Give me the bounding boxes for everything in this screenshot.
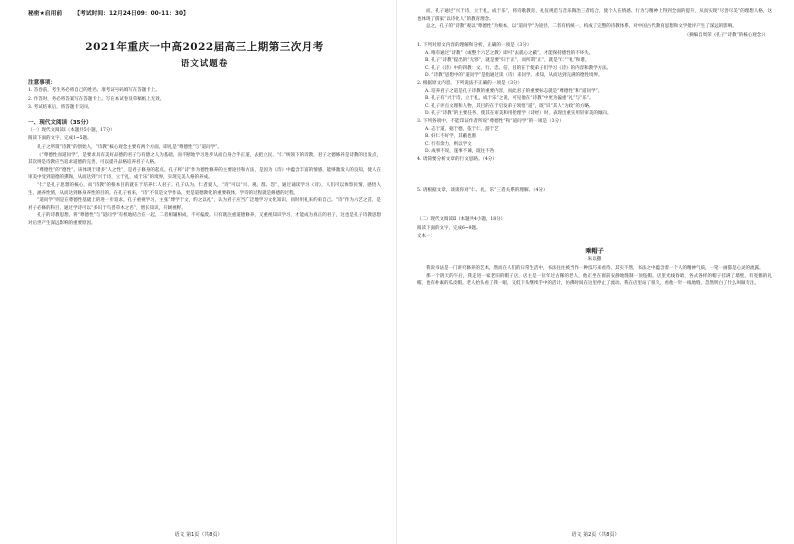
article-title: 乘帽子 bbox=[585, 248, 604, 256]
section-heading: 一、现代文阅读（35分） bbox=[28, 119, 92, 126]
page-footer: 语文 第2页（共8页） bbox=[571, 532, 620, 538]
passage-paragraph: 《“尊德性而道问学”，是要求具有美好品德的君子与有德之人为基础，而不断地学习进步从而自身合乎正道，去把立民，“仁”统领下的诗教，君子之德修养是诗教的出发点，其次则是诗教应当追求道德的完善，可以提升品格培养君子人格。 bbox=[28, 152, 381, 166]
secret-label: 秘密★启用前 bbox=[28, 11, 63, 17]
answer-space bbox=[417, 194, 772, 216]
question-option: B. 孔子有“兴于诗，立于礼，成于乐”之说，可见他在“诗教”中更为偏重“礼”与“乐”。 bbox=[425, 96, 594, 102]
passage-paragraph: “道问学”则是在尊德性基础上的进一步追求。孔子重视学习，主张“博学于文，约之以礼”，认为君子应当广泛地学习文化知识，同时用礼来约束自己。“诗”作为六艺之首，是君子必修的科目，通过学诗可以“多识于鸟兽草木之名”，增长知识，开阔视野。 bbox=[28, 198, 381, 211]
passage-paragraph: “尊德性”的“德性”，该体现于诸多“人之性”，是君子修身的起点。孔子将“诗”作为德性修养的主要途径和方法，是因为《诗》中蕴含丰富的情感，能够激发人的良知，使人在审美中受到道德的熏陶，从而达到“兴于诗，立于礼，成于乐”的境界，实现完美人格的养成。 bbox=[28, 167, 381, 181]
question: 1. 下列对原文内容的理解和分析，正确的一项是（3分） bbox=[417, 43, 532, 49]
exam-subtitle: 语文试题卷 bbox=[180, 59, 229, 69]
question: 3. 下列各项中，不能印证作者所说“尊德性”和“道问学”的一项是（3分） bbox=[417, 119, 564, 125]
notice-item: 2. 作答时，务必将答案写在答题卡上。写在本试卷及草稿纸上无效。 bbox=[28, 96, 165, 102]
text-label: 文本一： bbox=[417, 234, 435, 240]
question: 4. 请简要分析文章的行文思路。（4分） bbox=[417, 157, 497, 163]
question-option: A. 唯有通过“诗教”（或整个六艺之教）即可“去就心之蔽”，才能保持德性的不坏失。 bbox=[425, 50, 594, 56]
passage-paragraph: 而，孔子通过“兴于诗，立于礼，成于乐”，将诗歌教育、礼仪规范与音乐陶冶三者结合，使个人在情感、行为与精神上得到全面的提升，从而实现“尽善尽美”的理想人格，这也体现了儒家“以诗化人”的教育理念。 bbox=[417, 9, 772, 22]
notice-item: 1. 答卷前，考生务必将自己的姓名、准考证号码填写在答题卡上。 bbox=[28, 88, 160, 93]
exam-title: 2021年重庆一中高2022届高三上期第三次月考 bbox=[85, 41, 324, 53]
passage-paragraph: “仁”是孔子思想的核心，而“诗教”的根本目的就在于培养仁人君子。孔子认为，仁者爱人，“诗”可以“兴、观、群、怨”，通过诵读学习《诗》，人们可以体察民情，感悟人生，涵养性情，从而达到修身养性的目的。在孔子看来，“诗”不仅是文学作品，更是道德教化的重要载体，学诗的过程就是修德的过程。 bbox=[28, 182, 381, 196]
passage-paragraph: 总之，孔子的“诗教”观以“尊德性”为根本，以“道问学”为途径，二者有机统一，构成了完整的诗教体系，对中国古代教育思想和文学批评产生了深远的影响。 bbox=[426, 24, 737, 30]
article-paragraph: 我说书法是一门讲究修养的艺术，然而在人们的日常生活中，书法往往被当作一种技巧来看待。其实不然，书法之中蕴含着一个人的精神气质，一笔一画都是心灵的流露。 bbox=[426, 266, 764, 272]
reading-instruction: 阅读下面的文字，完成6~9题。 bbox=[417, 225, 481, 231]
question-option: C. 孔子《诗》中的四教：文、行、忠、信，目的在于使弟子们学习《诗》的内容和教学方法。 bbox=[425, 65, 612, 71]
question-option: D. 孔子“诗教”的主要任务，使其在审美和用伦理学（诗经）时，表现出重实用轻审美的倾向。 bbox=[425, 111, 612, 117]
notice-item: 3. 考试结束后，将答题卡交回。 bbox=[28, 105, 93, 111]
page-right bbox=[397, 0, 794, 544]
page-footer: 语文 第1页（共8页） bbox=[174, 532, 223, 538]
article-author: 朱以撒 bbox=[587, 257, 602, 263]
reading-instruction: 阅读下面的文字，完成1~5题。 bbox=[28, 136, 92, 142]
question-option: B. 孔子“诗教”提出的“无邪”，就是要“归于正”，而所谓“正”，就是“仁”“礼”和谐。 bbox=[425, 58, 590, 64]
article-paragraph: 那一个阴天的午后，我走进一家老旧的帽子店，店主是一位年过古稀的老人，他正坐在窗前安静地缝制一顶毡帽。店里光线昏暗，各式各样的帽子挂满了墙壁，有宽檐的礼帽，也有朴素的瓜皮帽。老人抬头看了我一眼，又低下头继续手中的活计，仿佛时间在这里停止了流动。我在店里站了很久，看他一针一线地缝，忽然明白了什么叫做专注。 bbox=[417, 273, 772, 287]
subsection-heading: （二）现代文阅读Ⅱ（本题共4小题，18分） bbox=[417, 217, 506, 223]
question-option: A. 培养君子之道是孔子诗教的重要内容，而此君子的重要标志就是“尊德性”和“道问学”。 bbox=[425, 88, 603, 94]
question-option: D. 成事不说，遂事不谏，既往不咎 bbox=[425, 149, 495, 155]
notice-heading: 注意事项： bbox=[28, 80, 56, 86]
passage-paragraph: 孔子的诗教思想，将“尊德性”与“道问学”有机地结合在一起，二者相辅相成，不可偏废。只有既注重道德修养，又重视知识学习，才能成为真正的君子，这也是孔子诗教思想对后世产生深远影响的重要原因。 bbox=[28, 213, 381, 226]
question-option: C. 孔子评点文理和人物，其目的在于启发弟子领悟“道”，既“识”其人“为政”的方略。 bbox=[425, 103, 594, 109]
subsection-heading: （一）现代文阅读Ⅰ（本题共5小题，17分） bbox=[28, 127, 115, 133]
question-option: A. 志于道，据于德，依于仁，游于艺 bbox=[425, 126, 499, 132]
exam-time: 【考试时间：12月24日09：00-11：30】 bbox=[74, 11, 189, 17]
question-option: B. 好仁不好学，其蔽也愚 bbox=[425, 134, 477, 140]
question-option: C. 行有余力，则以学文 bbox=[425, 141, 472, 147]
source-note: （摘编自周荣《孔子“诗教”的核心观念》） bbox=[684, 32, 768, 38]
question-option: D. “诗教”思想中的“道问学”是指通过读（诗）来问学、求知，从而达到完满的德性境界。 bbox=[425, 73, 603, 78]
answer-space bbox=[417, 164, 772, 186]
header-line bbox=[28, 8, 381, 17]
passage-paragraph: 孔子之所谓“诗教”的创始人，“诗教”核心观念主要有两个方面，即礼是“尊德性”与“道问学”。 bbox=[37, 144, 222, 150]
question: 2. 根据原文内容，下列说法不正确的一项是（3分） bbox=[417, 81, 523, 87]
question: 5. 请根据文章，谈谈你对“仁、礼、乐”三者关系的理解。（4分） bbox=[417, 187, 548, 193]
